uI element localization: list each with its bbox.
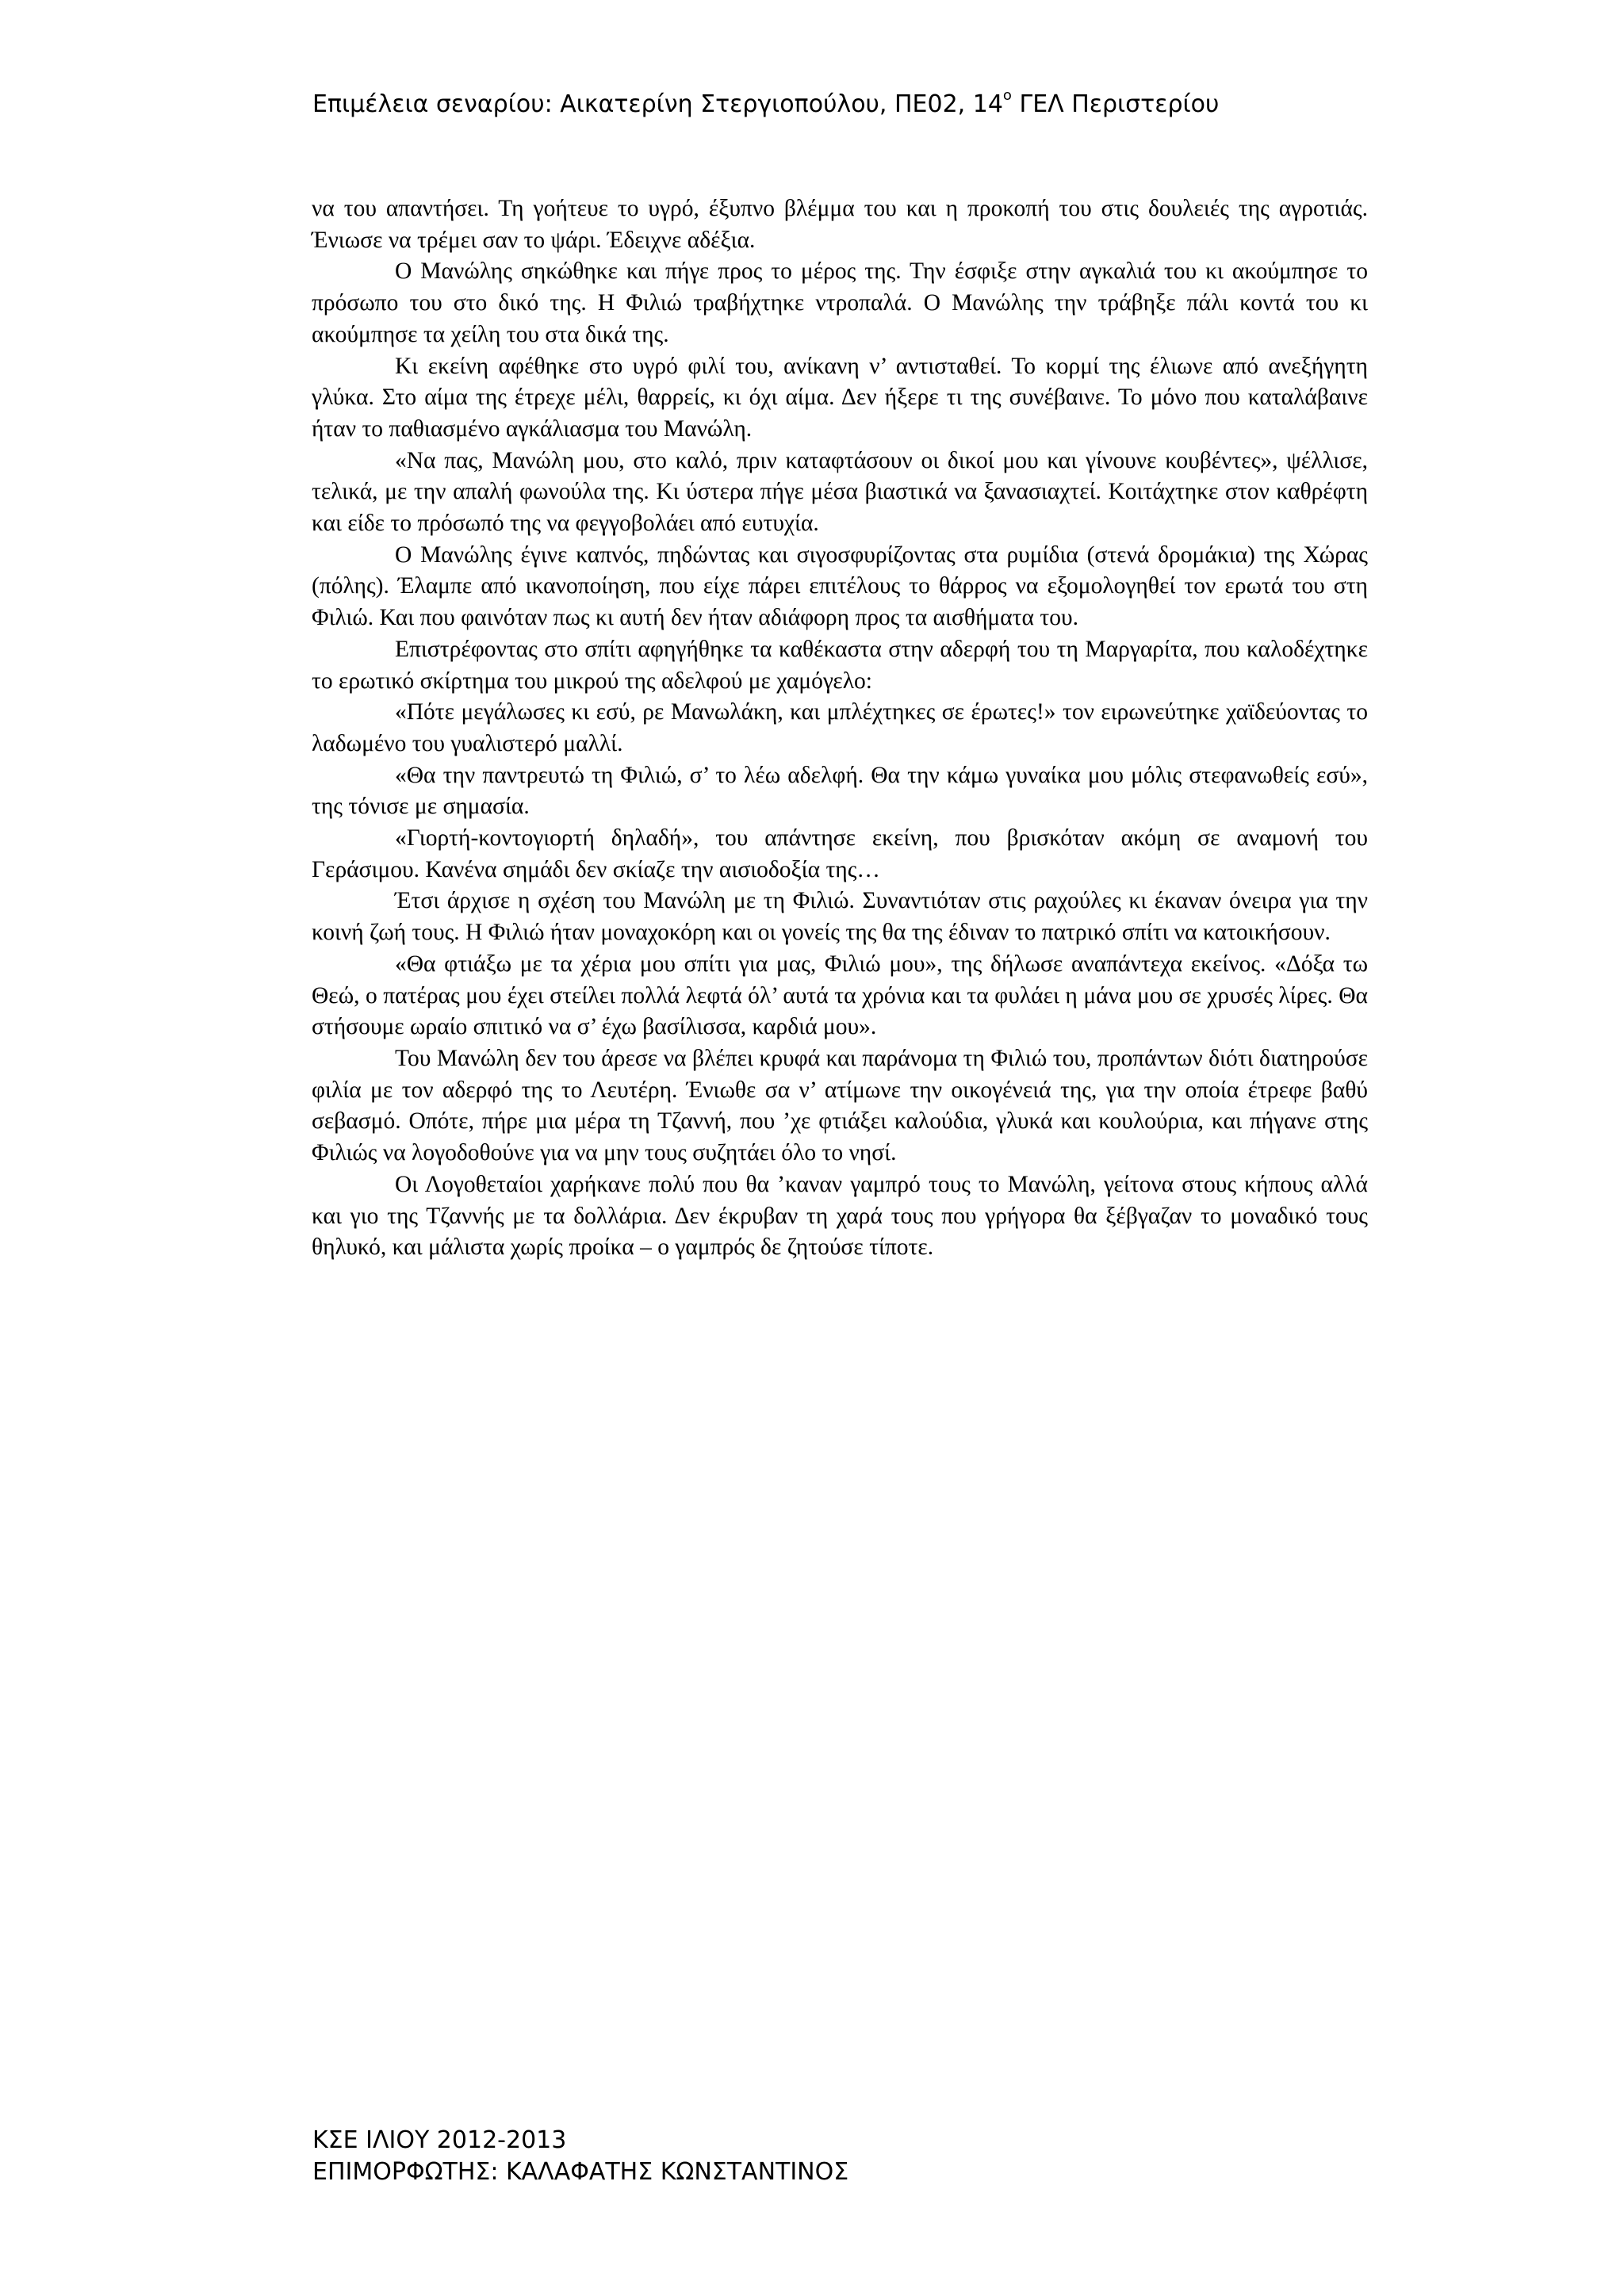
paragraph: Ο Μανώλης σηκώθηκε και πήγε προς το μέρος της. Την έσφιξε στην αγκαλιά του κι ακούμπησε το πρόσωπο του στο δικό της. Η Φιλιώ τραβήχτηκε ντροπαλά. Ο Μανώλης την τράβηξε πάλι κοντά του κι ακούμπησε τα χείλη του στα δικά της.: [312, 258, 1368, 347]
header-suffix: ΓΕΛ Περιστερίου: [1011, 90, 1220, 118]
paragraph: «Θα την παντρευτώ τη Φιλιώ, σ’ το λέω αδελφή. Θα την κάμω γυναίκα μου μόλις στεφανωθείς εσύ», της τόνισε με σημασία.: [312, 762, 1368, 820]
paragraph: «Γιορτή-κοντογιορτή δηλαδή», του απάντησε εκείνη, που βρισκόταν ακόμη σε αναμονή του Γεράσιμου. Κανένα σημάδι δεν σκίαζε την αισιοδοξία της…: [312, 825, 1368, 882]
header-superscript: ο: [1002, 87, 1012, 104]
paragraph: Οι Λογοθεταίοι χαρήκανε πολύ που θα ’καναν γαμπρό τους το Μανώλη, γείτονα στους κήπους αλλά και γιο της Τζαννής με τα δολλάρια. Δεν έκρυβαν τη χαρά τους που γρήγορα θα ξέβγαζαν το μοναδικό τους θηλυκό, και μάλιστα χωρίς προίκα – ο γαμπρός δε ζητούσε τίποτε.: [312, 1171, 1368, 1261]
body-text: [312, 193, 1368, 1264]
paragraph: Του Μανώλη δεν του άρεσε να βλέπει κρυφά και παράνομα τη Φιλιώ του, προπάντων διότι διατηρούσε φιλία με τον αδερφό της το Λευτέρη. Ένιωθε σα ν’ ατίμωνε την οικογένειά της, για την οποία έτρεφε βαθύ σεβασμό. Οπότε, πήρε μια μέρα τη Τζαννή, που ’χε φτιάξει καλούδια, γλυκά και κουλούρια, και πήγανε στης Φιλιώς να λογοδοθούνε για να μην τους συζητάει όλο το νησί.: [312, 1045, 1368, 1166]
paragraph: Κι εκείνη αφέθηκε στο υγρό φιλί του, ανίκανη ν’ αντισταθεί. Το κορμί της έλιωνε από ανεξήγητη γλύκα. Στο αίμα της έτρεχε μέλι, θαρρείς, κι όχι αίμα. Δεν ήξερε τι της συνέβαινε. Το μόνο που καταλάβαινε ήταν το παθιασμένο αγκάλιασμα του Μανώλη.: [312, 353, 1368, 442]
footer-line-1: ΚΣΕ ΙΛΙΟΥ 2012-2013: [312, 2126, 567, 2154]
paragraph: Επιστρέφοντας στο σπίτι αφηγήθηκε τα καθέκαστα στην αδερφή του τη Μαργαρίτα, που καλοδέχτηκε το ερωτικό σκίρτημα του μικρού της αδελφού με χαμόγελο:: [312, 636, 1368, 694]
paragraph: «Πότε μεγάλωσες κι εσύ, ρε Μανωλάκη, και μπλέχτηκες σε έρωτες!» τον ειρωνεύτηκε χαϊδεύοντας το λαδωμένο του γυαλιστερό μαλλί.: [312, 699, 1368, 756]
paragraph: «Θα φτιάξω με τα χέρια μου σπίτι για μας, Φιλιώ μου», της δήλωσε αναπάντεχα εκείνος. «Δόξα τω Θεώ, ο πατέρας μου έχει στείλει πολλά λεφτά όλ’ αυτά τα χρόνια και τα φυλάει η μάνα μου σε χρυσές λίρες. Θα στήσουμε ωραίο σπιτικό να σ’ έχω βασίλισσα, καρδιά μου».: [312, 951, 1368, 1040]
paragraph: Ο Μανώλης έγινε καπνός, πηδώντας και σιγοσφυρίζοντας στα ρυμίδια (στενά δρομάκια) της Χώρας (πόλης). Έλαμπε από ικανοποίηση, που είχε πάρει επιτέλους το θάρρος να εξομολογηθεί τον ερωτά του στη Φιλιώ. Και που φαινόταν πως κι αυτή δεν ήταν αδιάφορη προς τα αισθήματα του.: [312, 541, 1368, 631]
paragraph: να του απαντήσει. Τη γοήτευε το υγρό, έξυπνο βλέμμα του και η προκοπή του στις δουλειές της αγροτιάς. Ένιωσε να τρέμει σαν το ψάρι. Έδειχνε αδέξια.: [312, 196, 1368, 253]
header-text: Επιμέλεια σεναρίου: Αικατερίνη Στεργιοπούλου, ΠΕ02, 14: [312, 90, 1003, 118]
footer-line-2: ΕΠΙΜΟΡΦΩΤΗΣ: ΚΑΛΑΦΑΤΗΣ ΚΩΝΣΤΑΝΤΙΝΟΣ: [312, 2158, 849, 2186]
paragraph: «Να πας, Μανώλη μου, στο καλό, πριν καταφτάσουν οι δικοί μου και γίνουνε κουβέντες», ψέλλισε, τελικά, με την απαλή φωνούλα της. Κι ύστερα πήγε μέσα βιαστικά να ξανασιαχτεί. Κοιτάχτηκε στον καθρέφτη και είδε το πρόσωπό της να φεγγοβολάει από ευτυχία.: [312, 447, 1368, 537]
page-header: [312, 89, 1219, 121]
paragraph: Έτσι άρχισε η σχέση του Μανώλη με τη Φιλιώ. Συναντιόταν στις ραχούλες κι έκαναν όνειρα για την κοινή ζωή τους. Η Φιλιώ ήταν μοναχοκόρη και οι γονείς της θα της έδιναν το πατρικό σπίτι να κατοικήσουν.: [312, 888, 1368, 946]
page-footer: [312, 2125, 848, 2188]
